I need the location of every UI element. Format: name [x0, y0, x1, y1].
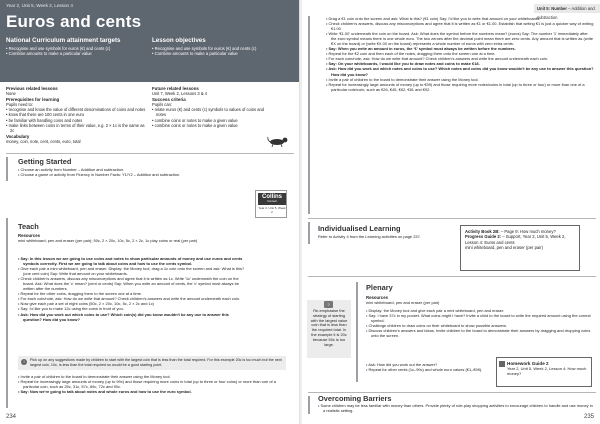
plenary-step: • Repeat for other cents (1c–99c) and whole euro values (€1–€99).: [366, 367, 492, 372]
teach-step: • Ask: How did you work out which coins to use? Which coin(s) did you know wouldn't be any use to answer this question? How did you know?: [18, 312, 246, 322]
activity-book-label: Activity Book 2B:: [465, 229, 500, 234]
lo-item: • Combine amounts to make a particular value: [152, 51, 292, 56]
divider: [308, 218, 596, 219]
resources-value: mini whiteboard, pen and eraser (per pair): [366, 300, 440, 306]
resources-value: mini whiteboard, pen and eraser (per pair); 50c, 2 × 20c, 10c, 5c, 2 × 2c, 1c play coins or real (per pair): [18, 238, 198, 244]
teach-step: • For each coin/note, ask: How do we write that amount? Check children's answers and write the amount underneath each coin.: [326, 56, 594, 61]
teacher-tip-icon: ?: [324, 301, 333, 308]
success-intro: Pupils can:: [152, 102, 173, 108]
teach-step: • Check children's answers, discuss any misconceptions and agree that it is written as €1 or €1.00. Establish that writing €1 is just a quicker way of writing €1.00.: [326, 21, 594, 31]
lo-list: [152, 46, 292, 57]
getting-started-heading: Getting Started: [18, 157, 72, 166]
prior-knowledge: [6, 84, 146, 145]
page-number-left: 234: [6, 414, 17, 420]
divider: [308, 392, 596, 393]
vocab-value: money, coin, note, cent, cents, euro, total: [6, 139, 81, 145]
future-value: Unit 7, Week 2, Lessons 3 & 4: [152, 90, 207, 96]
teach-heading: Teach: [18, 222, 39, 231]
unit-header-rest: – Addition and subtraction: [537, 6, 595, 20]
collins-ref: Year 2, Unit 5, Week 2: [258, 206, 286, 214]
collins-connect-badge: [255, 190, 287, 218]
nc-heading: National Curriculum attainment targets: [6, 37, 121, 44]
getting-started-list: [18, 167, 288, 177]
teach-step: • Check children's answers, discuss any misconceptions and agree that it is written as 1c. Write '1c' underneath the coin on the board. Ask: What does the 'c' mean? (cent or cents) Say: When you write an amount of cents, the 'c' symbol must always be written after the numbers.: [18, 276, 246, 291]
plenary-step: • Discuss children's answers and ideas. Invite children to the board to demonstrate their answers by dragging and dropping coins onto the screen.: [366, 328, 594, 338]
teach-step: • Repeat for the €2 coin and then each of the notes, dragging them onto the screen one at a time.: [326, 51, 594, 56]
section-marker: [308, 222, 310, 244]
indiv-text: Refer to Activity 4 from the Learning activities on page 237.: [318, 234, 421, 239]
success-list: [152, 107, 270, 127]
vocab-heading: Vocabulary: [6, 134, 30, 140]
lo-heading: Lesson objectives: [152, 37, 206, 44]
teach-step: • Now give each pair a set of eight coins (50c, 2 × 20c, 10c, 5c, 2 × 2c and 1c): [18, 301, 246, 306]
teach-step: • Ask: How did you work out which notes and coins to use? Which notes and coins did you know wouldn't be any use to answer this question? How did you know?: [326, 66, 594, 76]
divider: [308, 276, 596, 277]
activity-book-box: [460, 225, 580, 271]
future-heading: Future related lessons: [152, 85, 199, 91]
teach-step: • Invite a pair of children to the board to demonstrate their answer using the Money tool.: [326, 77, 594, 82]
success-item: • combine coins or notes to make a given value: [152, 123, 270, 128]
teach-step: • Say: In this lesson we are going to use coins and notes to show particular amounts of money and use euros and cents symbols correctly. First we are going to talk about coins and how to use the cents symbol.: [18, 256, 246, 266]
divider: [6, 153, 294, 154]
homework-text: Year 2, Unit 5, Week 2, Lesson 4: How much money?: [507, 366, 587, 376]
teacher-note: [18, 356, 286, 370]
nc-list: [6, 46, 146, 57]
homework-icon: [499, 361, 505, 367]
plenary-steps-2: [366, 362, 492, 372]
success-item: • combine coins or notes to make a given value: [152, 118, 270, 123]
nc-item: • Combine amounts to make a particular value: [6, 51, 146, 56]
prereq-item: • recognise and know the value of different denominations of coins and notes: [6, 107, 146, 112]
overcoming-list: [318, 403, 594, 413]
collins-logo-text: Collins: [261, 194, 282, 200]
page-number-right: 235: [583, 414, 594, 420]
plenary-step: • Say: I have 37c in my pocket. What coins might I have? Invite a child to the board to write the required amount using the correct symbol.: [366, 313, 594, 323]
teach-step: • Write '€1.00' underneath the coin on the board. Ask: What does the symbol before the numbers mean? (euros) Say: The number '1' immediately after the euro symbol means there is one whole euro. The two zeroes after the decimal point mean there are zero cents. Any amount that is written as (write €X on the board) or (write €X.00 on the board) represents a whole number of euros with zero extra cents.: [326, 31, 594, 46]
teach-step: • Give each pair a mini whiteboard, pen and eraser. Display: the Money tool, drag a 1c coin onto the screen and ask: What is this? (one cent coin) Say: Write that amount on your whiteboards.: [18, 266, 246, 276]
section-marker: [308, 396, 310, 414]
lesson-reference: Year 2, Unit 5, Week 2, Lesson 4: [6, 3, 73, 8]
lightbulb-icon: !: [21, 359, 27, 365]
plenary-steps: [366, 308, 594, 338]
teach-step: • Drag a €1 coin onto the screen and ask: What is this? (€1 coin) Say: I'd like you to write that amount on your whiteboards.: [326, 16, 594, 21]
lesson-title: Euros and cents: [6, 12, 142, 31]
resources-label: Resources: [366, 295, 388, 300]
plenary-heading: Plenary: [366, 283, 393, 292]
progress-guide-label: Progress Guide 2:: [465, 234, 502, 240]
cheetah-mascot-icon: [266, 136, 290, 148]
teach-step: • Repeat for increasingly large amounts of money (up to 99c) and those requiring more coins in total (up to three or four coins) or more than one of a particular coin, such as 25c, 31c, 57c, 69c, 72c and 90c.: [18, 379, 290, 389]
teach-steps: [18, 256, 246, 322]
unit-header: [534, 4, 600, 20]
prereq-list: [6, 107, 146, 132]
prereq-intro: Pupils need to:: [6, 102, 34, 108]
lesson-header: [0, 0, 300, 82]
teach-step: • Say: On your whiteboards, I would like you to draw notes and coins to make €18.: [326, 61, 594, 66]
activity-line: [465, 234, 575, 245]
plenary-step: • Challenge children to draw coins on their whiteboard to show possible answers.: [366, 323, 594, 328]
section-marker: [6, 218, 8, 408]
success-item: • relate euros (€) and cents (c) symbols to values of coins and notes: [152, 107, 270, 117]
plenary-resources: [366, 294, 594, 305]
prereq-item: • make links between coins in terms of their value, e.g. 2 × 1c is the same as 2c: [6, 123, 146, 133]
teach-body: [18, 232, 290, 243]
teach-step: • Say: Now we're going to talk about notes and whole euros and how to use the euro symbol.: [18, 389, 290, 394]
overcoming-item: • Some children may be less familiar with money than others. Provide plenty of role-play shopping activities to encourage children to handle and use money in a realistic setting.: [318, 403, 594, 413]
plenary-step: • Display: the Money tool and give each pair a mini whiteboard, pen and eraser.: [366, 308, 594, 313]
teach-step: • Invite a pair of children to the board to demonstrate their answer using the Money tool.: [18, 374, 290, 379]
section-marker: [6, 157, 8, 181]
prereq-heading: Prerequisites for learning: [6, 97, 60, 103]
side-note-text: Re-emphasise the strategy of starting with the largest value coin that is less than the required total. In the example it is 20c because 50c is too large.: [310, 308, 348, 347]
activity-resources: mini whiteboard, pen and eraser (per pair): [465, 245, 543, 251]
plenary-step: • Ask: How did you work out the answer?: [366, 362, 492, 367]
progress-guide-value: – Support, Year 2, Unit 5, Week 2, Lesson 4: Euros and cents: [465, 234, 566, 245]
teach-step: • Say: When you write an amount in euros, the '€' symbol must always be written before the numbers.: [326, 46, 594, 51]
resources-label: Resources: [18, 233, 40, 238]
teach-step: • Repeat for the other coins, dragging them to the screen one at a time.: [18, 291, 246, 296]
right-page: [302, 0, 600, 424]
collins-logo: [258, 193, 286, 205]
collins-logo-sub: Connect: [267, 200, 277, 203]
section-marker: [356, 282, 358, 382]
prev-value: None: [6, 90, 16, 96]
teach-step: • Repeat for increasingly large amounts of money (up to €99) and those requiring more notes/coins in total (up to three or four) or more than one of a particular note/coin, such as €26, €45, €62, €81 and €92.: [326, 82, 594, 92]
getting-started-item: • Choose an activity from Number – Addition and subtraction.: [18, 167, 288, 172]
side-note: [307, 300, 351, 358]
section-marker: [308, 16, 310, 214]
getting-started-item: • Choose a game or activity from Fluency in Number Facts: Y1/Y2 – Addition and subtraction.: [18, 172, 288, 177]
teach-step: • Say: I'd like you to make 12c using the coins in front of you.: [18, 306, 246, 311]
lo-item: • Recognise and use symbols for euros (€) and cents (c): [152, 46, 292, 51]
homework-guide-box: [496, 357, 592, 387]
prereq-item: • be familiar with handling coins and notes: [6, 118, 146, 123]
overcoming-heading: Overcoming Barriers: [318, 394, 392, 403]
indiv-heading: Individualised Learning: [318, 224, 401, 233]
nc-item: • Recognise and use symbols for euros (€) and cents (c): [6, 46, 146, 51]
unit-header-bold: Unit 5: Number: [537, 6, 568, 11]
teacher-note-text: Pick up on any suggestions made by children to start with the largest coin that is less than the total required. For this example 20c is too much but the next largest coin, 10c, is less than the total required so would be a good starting point.: [30, 358, 282, 367]
homework-title: Homework Guide 2: [507, 361, 549, 366]
activity-book-value: – Page 9: How much money?: [499, 229, 556, 234]
teach-steps-2: [18, 374, 290, 394]
future-success: [152, 84, 270, 128]
indiv-body: [318, 234, 436, 239]
prereq-item: • know that there are 100 cents in one euro: [6, 112, 146, 117]
teach-step: • For each coin/note, ask: How do we write that amount? Check children's answers and write the amount underneath each coin.: [18, 296, 246, 301]
prev-heading: Previous related lessons: [6, 85, 58, 91]
teach-continued: [326, 16, 594, 92]
success-heading: Success criteria: [152, 97, 186, 103]
